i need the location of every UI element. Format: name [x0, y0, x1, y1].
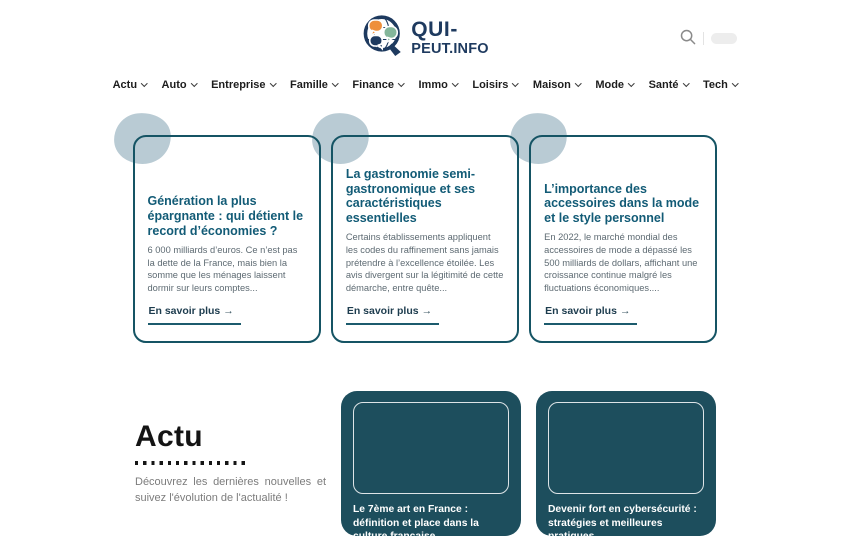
brand-line-1: QUI- [411, 17, 458, 41]
nav-item-immo[interactable] [419, 79, 458, 91]
read-more-label: En savoir plus [545, 305, 617, 317]
search-icon [680, 29, 696, 48]
nav-label: Famille [290, 79, 328, 91]
nav-label: Auto [161, 79, 187, 91]
read-more-label: En savoir plus [148, 305, 221, 317]
articles-section [133, 135, 718, 343]
arrow-right-icon: → [223, 305, 234, 317]
nav-item-tech[interactable] [703, 79, 737, 91]
article-card [529, 135, 717, 343]
read-more-link[interactable] [148, 305, 241, 325]
article-title[interactable]: Génération la plus épargnante : qui détient le record d’économies ? [147, 194, 304, 238]
nav-item-sante[interactable] [649, 79, 688, 91]
featured-image-placeholder [548, 402, 704, 494]
featured-title: Le 7ème art en France : définition et place dans la culture française [353, 504, 479, 543]
nav-item-actu[interactable] [113, 79, 147, 91]
featured-title: Devenir fort en cybersécurité : stratégies et meilleures pratiques [548, 504, 697, 543]
nav-item-finance[interactable] [352, 79, 403, 91]
nav-label: Mode [595, 79, 625, 91]
chevron-down-icon [191, 80, 197, 86]
nav-item-mode[interactable] [595, 79, 633, 91]
nav-label: Finance [352, 79, 394, 91]
brand-wordmark [411, 19, 489, 57]
featured-card[interactable] [341, 391, 521, 543]
article-excerpt: En 2022, le marché mondial des accessoires de mode a dépassé les 500 milliards de dollars, affichant une croissance continue malgré les fluctuations économiques.... [544, 231, 698, 294]
chevron-down-icon [141, 80, 147, 86]
main-nav [0, 72, 850, 91]
site-header [0, 0, 850, 72]
article-title[interactable]: L’importance des accessoires dans la mode et le style personnel [544, 181, 700, 226]
nav-label: Actu [112, 79, 138, 91]
header-tools [680, 29, 737, 48]
read-more-link[interactable] [346, 305, 439, 325]
arrow-right-icon: → [421, 305, 433, 317]
nav-label: Loisirs [472, 79, 509, 91]
article-card [133, 135, 321, 343]
brand-logo-mark-icon [361, 13, 404, 62]
article-title[interactable]: La gastronomie semi-gastronomique et ses caractéristiques essentielles [345, 166, 476, 226]
read-more-label: En savoir plus [346, 305, 419, 317]
chevron-down-icon [332, 80, 338, 86]
arrow-right-icon: → [619, 305, 631, 317]
chevron-down-icon [628, 80, 634, 86]
nav-item-auto[interactable] [162, 79, 197, 91]
featured-card[interactable] [536, 391, 716, 543]
article-excerpt: 6 000 milliards d’euros. Ce n’est pas la dette de la France, mais bien la somme que les ménages laissent dormir sur leurs comptes... [147, 244, 298, 294]
dotted-divider [135, 461, 249, 465]
article-excerpt: Certains établissements appliquent les codes du raffinement sans jamais prétendre à l’excellence étoilée. Les avis divergent sur la légitimité de cette démarche, entre quête... [345, 231, 504, 294]
chevron-down-icon [575, 80, 581, 86]
nav-label: Tech [703, 79, 728, 91]
read-more-link[interactable] [544, 305, 637, 325]
chevron-down-icon [398, 80, 404, 86]
actu-section [135, 391, 716, 543]
theme-toggle[interactable] [711, 33, 737, 44]
article-card [331, 135, 519, 343]
article-image-placeholder [148, 137, 306, 194]
article-image-placeholder [346, 137, 504, 167]
section-description: Découvrez les dernières nouvelles et suivez l'évolution de l'actualité ! [135, 476, 326, 504]
search-button[interactable] [680, 29, 696, 48]
main-content [0, 135, 850, 543]
nav-item-loisirs[interactable] [472, 79, 518, 91]
nav-item-entreprise[interactable] [211, 79, 275, 91]
actu-intro [135, 420, 326, 507]
section-title: Actu [135, 420, 203, 454]
nav-label: Entreprise [211, 79, 266, 91]
featured-image-placeholder [353, 402, 509, 494]
header-divider [703, 32, 704, 45]
nav-label: Maison [532, 79, 571, 91]
nav-label: Immo [418, 79, 448, 91]
chevron-down-icon [512, 80, 518, 86]
article-image-placeholder [544, 137, 702, 182]
chevron-down-icon [732, 80, 738, 86]
brand-line-2: PEUT.INFO [411, 40, 489, 57]
nav-label: Santé [648, 79, 679, 91]
nav-item-famille[interactable] [290, 79, 337, 91]
chevron-down-icon [452, 80, 458, 86]
chevron-down-icon [270, 80, 276, 86]
brand-logo[interactable] [361, 13, 489, 62]
nav-item-maison[interactable] [533, 79, 580, 91]
chevron-down-icon [683, 80, 689, 86]
